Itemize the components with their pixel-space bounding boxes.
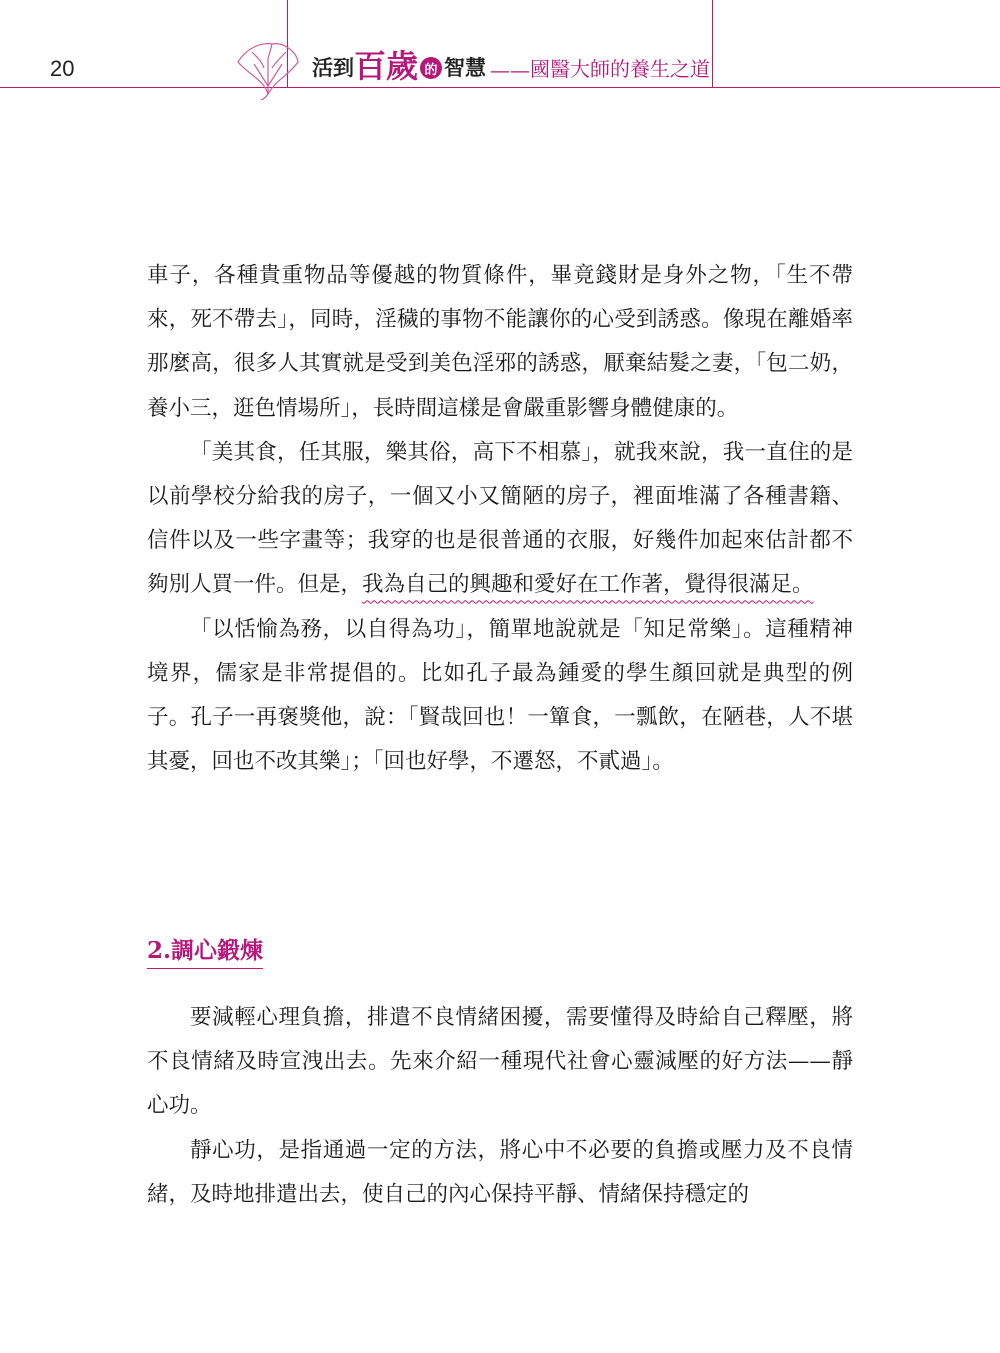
paragraph-2-text: 「美其食，任其服，樂其俗，高下不相慕」，就我來說，我一直住的是以前學校分給我的房子，一個又小又簡陋的房子，裡面堆滿了各種書籍、信件以及一些字畫等；我穿的也是很普通的衣服，好幾件加起來估計都不夠別人買一件。但是， xyxy=(147,439,853,598)
paragraph-1: 車子，各種貴重物品等優越的物質條件，畢竟錢財是身外之物，「生不帶來，死不帶去」，同時，淫穢的事物不能讓你的心受到誘惑。像現在離婚率那麼高，很多人其實就是受到美色淫邪的誘惑，厭棄結髮之妻，「包二奶，養小三，逛色情場所」，長時間這樣是會嚴重影響身體健康的。 xyxy=(147,263,853,421)
section-paragraph-1: 要減輕心理負擔，排遣不良情緒困擾，需要懂得及時給自己釋壓，將不良情緒及時宣洩出去。先來介紹一種現代社會心靈減壓的好方法——靜心功。 xyxy=(147,1005,853,1119)
title-part-b: 智慧 xyxy=(444,55,487,80)
title-circle-char: 的 xyxy=(420,57,442,79)
paragraph-2-emphasis: 我為自己的興趣和愛好在工作著，覺得很滿足。 xyxy=(362,572,814,598)
title-dash: —— xyxy=(490,58,531,82)
header-rule xyxy=(0,87,1000,88)
page-number: 20 xyxy=(50,56,75,81)
section-paragraph-2: 靜心功，是指通過一定的方法，將心中不必要的負擔或壓力及不良情緒，及時地排遣出去，使自己的內心保持平靜、情緒保持穩定的 xyxy=(147,1137,853,1207)
title-part-a: 活到 xyxy=(312,55,354,80)
paragraph-3: 「以恬愉為務，以自得為功」，簡單地說就是「知足常樂」。這種精神境界，儒家是非常提倡的。比如孔子最為鍾愛的學生顏回就是典型的例子。孔子一再褒獎他，說：「賢哉回也！一簞食，一瓢飲，在陋巷，人不堪其憂，回也不改其樂」；「回也好學，不遷怒，不貳過」。 xyxy=(147,616,853,775)
title-emphasis: 百歲 xyxy=(354,47,419,85)
book-title xyxy=(312,46,711,85)
header-divider-right xyxy=(712,0,713,88)
ginkgo-leaf-icon xyxy=(232,34,304,104)
title-subtitle: 國醫大師的養生之道 xyxy=(530,57,711,81)
paragraph-2 xyxy=(147,431,853,608)
section-text-block xyxy=(147,996,853,1217)
section-heading: 2.調心鍛煉 xyxy=(147,932,263,969)
body-text-block xyxy=(147,254,853,784)
